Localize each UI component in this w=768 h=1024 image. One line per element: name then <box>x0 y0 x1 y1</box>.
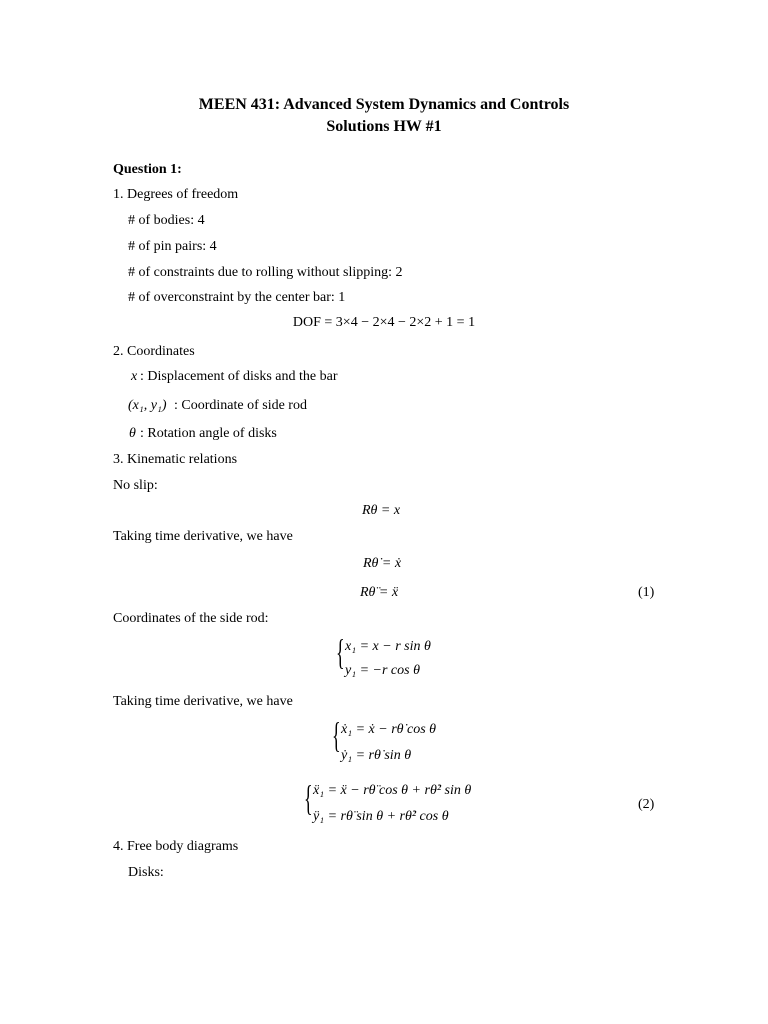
xy-description: : Coordinate of side rod <box>174 398 307 413</box>
section4-heading: 4. Free body diagrams <box>113 839 239 854</box>
disks-label: Disks: <box>128 865 164 880</box>
eq-x1-dot: ẋ₁ = ẋ − rθ̇ cos θ <box>341 722 437 737</box>
section1-heading: 1. Degrees of freedom <box>113 187 239 202</box>
section2-heading: 2. Coordinates <box>113 344 195 359</box>
eq-x1-ddot: ẍ₁ = ẍ − rθ̈ cos θ + rθ̇² sin θ <box>313 783 472 798</box>
xy-symbol: (x₁, y₁) <box>128 398 167 413</box>
x-description: : Displacement of disks and the bar <box>140 369 338 384</box>
side-rod-label: Coordinates of the side rod: <box>113 611 269 626</box>
rolling-constraints: # of constraints due to rolling without slipping: 2 <box>128 265 403 280</box>
dof-equation: DOF = 3×4 − 2×4 − 2×2 + 1 = 1 <box>292 315 476 330</box>
bodies-count: # of bodies: 4 <box>128 213 205 228</box>
brace-3: { <box>304 778 313 818</box>
section3-heading: 3. Kinematic relations <box>113 452 238 467</box>
pin-pairs-count: # of pin pairs: 4 <box>128 239 217 254</box>
eq-y1: y₁ = −r cos θ <box>345 663 420 678</box>
eq1-number: (1) <box>638 585 655 600</box>
brace-2: { <box>332 715 341 755</box>
doc-title-line1: MEEN 431: Advanced System Dynamics and Controls <box>198 96 570 113</box>
eq-y1-dot: ẏ₁ = rθ̇ sin θ <box>341 748 412 763</box>
brace-1: { <box>336 632 345 672</box>
eq-y1-ddot: ÿ₁ = rθ̈ sin θ + rθ̇² cos θ <box>313 809 449 824</box>
eq-noslip: Rθ = x <box>362 503 401 518</box>
derivative-text-2: Taking time derivative, we have <box>113 694 293 709</box>
overconstraint-count: # of overconstraint by the center bar: 1 <box>128 290 346 305</box>
x-symbol: x <box>131 369 138 384</box>
eq-acceleration: Rθ̈ = ẍ <box>360 585 399 600</box>
eq-x1: x₁ = x − r sin θ <box>345 639 431 654</box>
no-slip-label: No slip: <box>113 478 158 493</box>
question-heading: Question 1: <box>113 162 182 177</box>
theta-description: : Rotation angle of disks <box>140 426 277 441</box>
doc-title-line2: Solutions HW #1 <box>326 118 442 135</box>
theta-symbol: θ <box>129 426 136 441</box>
eq2-number: (2) <box>638 797 655 812</box>
eq-velocity: Rθ̇ = ẋ <box>363 556 402 571</box>
derivative-text-1: Taking time derivative, we have <box>113 529 293 544</box>
